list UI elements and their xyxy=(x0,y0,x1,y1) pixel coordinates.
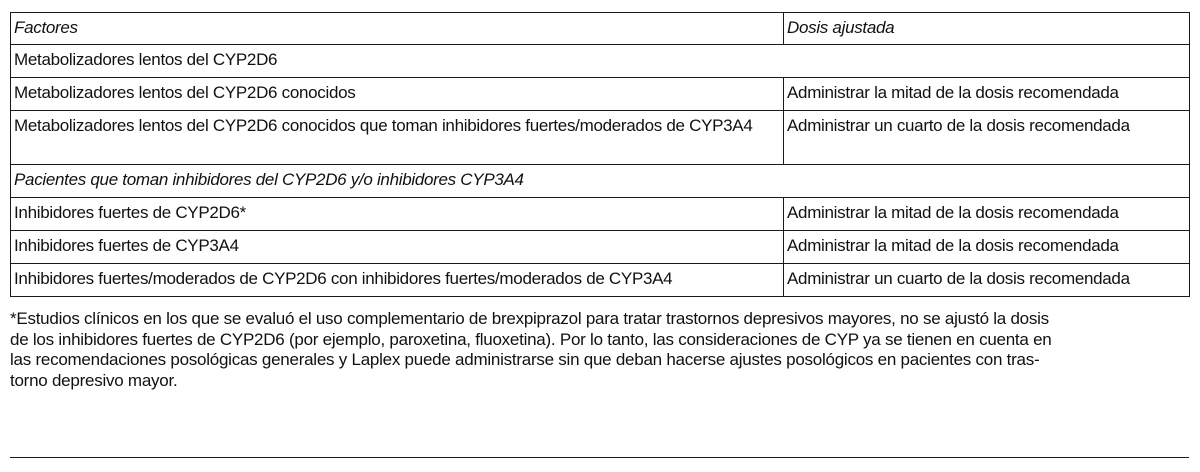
dose-cell: Administrar la mitad de la dosis recomendada xyxy=(784,198,1190,231)
dose-adjustment-table xyxy=(10,12,1190,297)
section-title-poor-metabolizers: Metabolizadores lentos del CYP2D6 xyxy=(11,45,1190,78)
table-footnote: *Estudios clínicos en los que se evaluó el uso complementario de brexpiprazol para tratar trastornos depresivos mayores, no se ajustó la dosis de los inhibidores fuertes de CYP2D6 (por ejemplo, paroxetina, fluoxetina). Por lo tanto, las consideraciones de CYP ya se tienen en cuenta en las recomendaciones posológicas generales y Laplex puede administrarse sin que deban hacerse ajustes posológicos en pacientes con tras- torno depresivo mayor. xyxy=(10,309,1052,390)
dose-cell: Administrar la mitad de la dosis recomendada xyxy=(784,78,1190,111)
table-row xyxy=(11,198,1190,231)
factor-cell: Inhibidores fuertes de CYP3A4 xyxy=(11,231,784,264)
table-row xyxy=(11,111,1190,165)
document-content xyxy=(10,12,1189,391)
table-row xyxy=(11,78,1190,111)
table-row xyxy=(11,231,1190,264)
table-row xyxy=(11,264,1190,297)
factor-cell: Metabolizadores lentos del CYP2D6 conocidos xyxy=(11,78,784,111)
dose-cell: Administrar un cuarto de la dosis recomendada xyxy=(784,264,1190,297)
factor-cell: Inhibidores fuertes/moderados de CYP2D6 con inhibidores fuertes/moderados de CYP3A4 xyxy=(11,264,784,297)
table-header-row xyxy=(11,13,1190,45)
bottom-divider xyxy=(10,457,1189,458)
header-factors: Factores xyxy=(11,13,784,45)
section-title-inhibitors: Pacientes que toman inhibidores del CYP2D6 y/o inhibidores CYP3A4 xyxy=(11,165,1190,198)
section-row xyxy=(11,165,1190,198)
section-row xyxy=(11,45,1190,78)
dose-cell: Administrar un cuarto de la dosis recomendada xyxy=(784,111,1190,165)
factor-cell: Metabolizadores lentos del CYP2D6 conocidos que toman inhibidores fuertes/moderados de CYP3A4 xyxy=(11,111,784,165)
dose-cell: Administrar la mitad de la dosis recomendada xyxy=(784,231,1190,264)
header-adjusted-dose: Dosis ajustada xyxy=(784,13,1190,45)
factor-cell: Inhibidores fuertes de CYP2D6* xyxy=(11,198,784,231)
